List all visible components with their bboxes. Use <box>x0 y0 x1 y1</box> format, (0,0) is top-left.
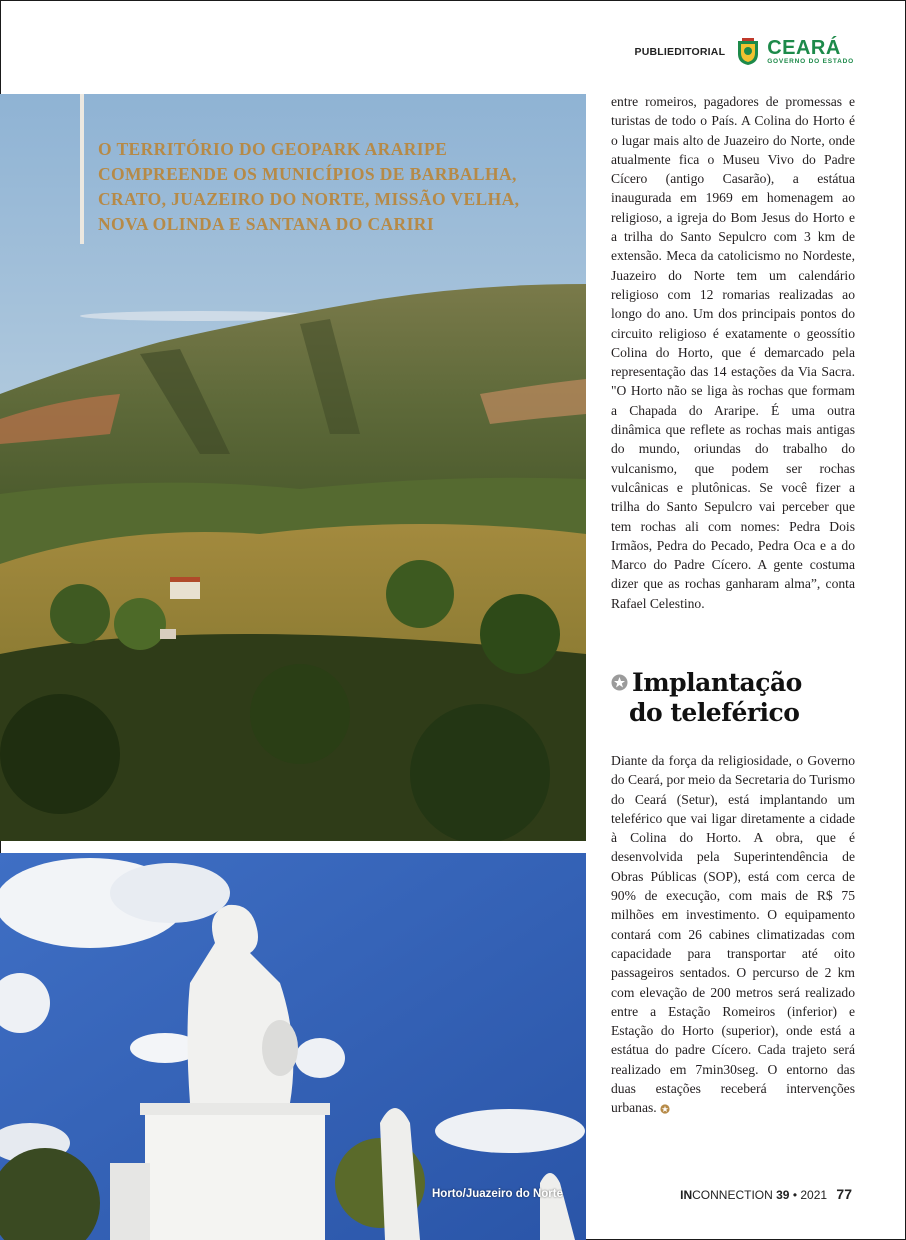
section-heading-line-2: do teleférico <box>629 698 800 727</box>
magazine-brand-rest: CONNECTION <box>692 1188 773 1202</box>
page-footer <box>680 1186 852 1202</box>
page-header <box>635 38 855 66</box>
star-bullet-icon <box>611 674 628 691</box>
issue-year: 2021 <box>800 1188 828 1202</box>
photo-caption: Horto/Juazeiro do Norte <box>432 1188 563 1200</box>
ceara-logo <box>767 38 854 66</box>
magazine-brand-bold: IN <box>680 1188 693 1202</box>
publieditorial-label: PUBLIEDITORIAL <box>634 46 726 58</box>
article-paragraph-2-text: Diante da força da religiosidade, o Governo do Ceará, por meio da Secretaria do Turismo do Ceará (Setur), está implantando um teleférico que vai ligar diretamente a cidade à Colina do Horto. A obra, que é desenvolvida pela Superintendência de Obras Públicas (SOP), está com cerca de 90% de execução, com mais de R$ 75 milhões em investimento. O equipamento contará com 26 cabines climatizadas com capacidade para transportar até oito passageiros sentados. O percurso de 2 km com elevação de 200 metros será realizado entre a Estação Romeiros (inferior) e Estação do Horto (superior), onde está a estátua do padre Cícero. Cada trajeto será realizado em 7min30seg. O entorno das duas estações receberá intervenções urbanas. <box>611 753 855 1116</box>
statue-photo <box>0 853 586 1240</box>
article-paragraph-2 <box>611 751 855 1118</box>
page-number: 77 <box>836 1186 852 1202</box>
ceara-logo-text: CEARÁ <box>767 37 841 60</box>
article-paragraph-1: entre romeiros, pagadores de promessas e turistas de todo o País. A Colina do Horto é o lugar mais alto de Juazeiro do Norte, onde atualmente fica o Museu Vivo do Padre Cícero (antigo Casarão), a estátua inaugurada em 1969 em homenagem ao religioso, a igreja do Bom Jesus do Horto e a trilha do Santo Sepulcro com 3 km de extensão. Meca da catolicismo no Nordeste, Juazeiro do Norte tem um calendário religioso com 12 romarias realizadas ao longo do ano. Um dos principais pontos do circuito religioso é exatamente o geossítio Colina do Horto, que é demarcado pela representação das 14 estações da Via Sacra. "O Horto não se liga às rochas que formam a Chapada do Araripe. É uma outra dinâmica que reflete as rochas mais antigas do mundo, oriundas do trabalho do vulcanismo, que podem ser rochas vulcânicas e plutônicas. Se você fizer a trilha do Santo Sepulcro vai perceber que tem rochas ali com nomes: Pedra Dois Irmãos, Pedra do Pecado, Pedra Oca e a do Marco do Padre Cícero. A gente costuma dizer que as rochas ganharam alma”, conta Rafael Celestino. <box>611 94 855 611</box>
callout-accent-bar <box>80 94 84 244</box>
state-seal-icon <box>737 38 759 66</box>
footer-separator: • <box>792 1188 798 1202</box>
end-mark-icon <box>660 1104 670 1114</box>
geopark-callout: O TERRITÓRIO DO GEOPARK ARARIPE COMPREENDE OS MUNICÍPIOS DE BARBALHA, CRATO, JUAZEIRO DO NORTE, MISSÃO VELHA, NOVA OLINDA E SANTANA DO CARIRI <box>98 139 520 234</box>
section-heading-line-1: Implantação <box>632 668 802 697</box>
government-label: GOVERNO DO ESTADO <box>767 58 854 66</box>
section-heading <box>611 668 871 728</box>
issue-number: 39 <box>776 1188 790 1202</box>
